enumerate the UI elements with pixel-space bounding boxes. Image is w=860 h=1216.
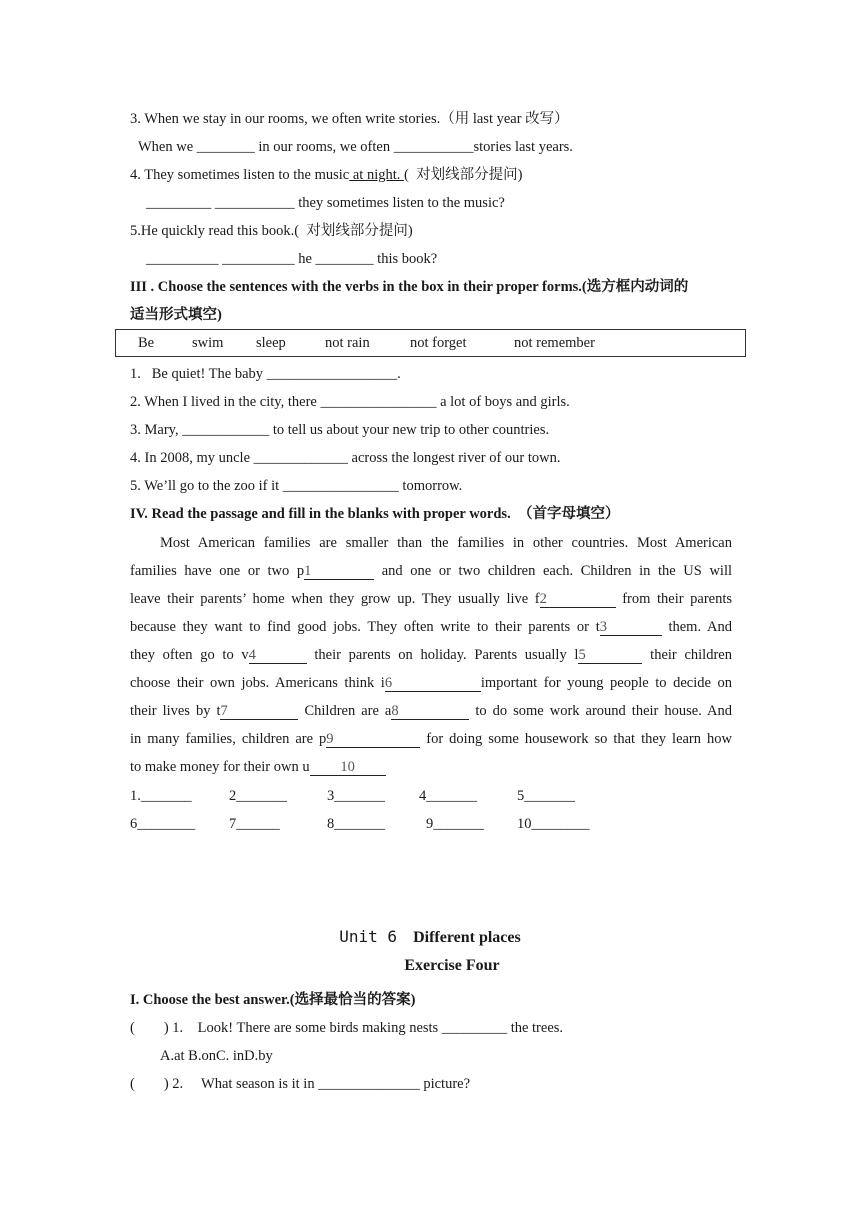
answer-slot: 8_______	[327, 816, 385, 832]
mc-question-1-options: A.at B.onC. inD.by	[160, 1048, 273, 1064]
section-3-item: 4. In 2008, my uncle _____________ across the longest river of our town.	[130, 450, 561, 466]
blank-2: 2	[540, 592, 616, 608]
answer-slot: 3_______	[327, 788, 385, 804]
mc-question-2: ( ) 2. What season is it in ______________ picture?	[130, 1076, 471, 1092]
section-3-heading-cont: 适当形式填空)	[130, 307, 222, 323]
blank-9: 9	[326, 732, 420, 748]
section-1-heading: I. Choose the best answer.(选择最恰当的答案)	[130, 992, 416, 1008]
question-4-text: 4. They sometimes listen to the music	[130, 167, 350, 183]
section-3-heading: III . Choose the sentences with the verbs in the box in their proper forms.(选方框内动词的	[130, 279, 689, 295]
question-4-answer-line: _________ ___________ they sometimes listen to the music?	[146, 195, 505, 211]
word-box-item: not rain	[325, 335, 370, 351]
passage-line: Most American families are smaller than the families in other countries. Most American	[160, 535, 732, 551]
word-box-item: not remember	[514, 335, 595, 351]
blank-7: 7	[220, 704, 298, 720]
answer-slot: 7______	[229, 816, 280, 832]
word-box	[115, 329, 746, 357]
answer-slot: 2_______	[229, 788, 287, 804]
passage-line: to make money for their own u 10	[130, 758, 386, 776]
unit-label: Unit 6	[339, 927, 398, 946]
word-box-item: Be	[138, 335, 155, 351]
answer-slot: 10________	[517, 816, 590, 832]
passage-line: choose their own jobs. Americans think i6 important for young people to decide on	[130, 675, 732, 691]
answer-slot: 6________	[130, 816, 196, 832]
answer-slot: 4_______	[419, 788, 477, 804]
passage-line: because they want to find good jobs. They often write to their parents or t3 them. And	[130, 619, 732, 635]
word-box-item: not forget	[410, 335, 467, 351]
passage-line: their lives by t7 Children are a8 to do some work around their house. And	[130, 703, 732, 719]
passage-line: families have one or two p1 and one or two children each. Children in the US will	[130, 563, 733, 579]
section-3-item: 5. We’ll go to the zoo if it ________________ tomorrow.	[130, 478, 463, 494]
answer-slot: 1._______	[130, 788, 192, 804]
word-box-item: swim	[192, 335, 224, 351]
blank-10: 10	[310, 760, 386, 776]
section-4-heading: IV. Read the passage and fill in the blanks with proper words. （首字母填空）	[130, 506, 620, 522]
passage-line: in many families, children are p9 for doing some housework so that they learn how	[130, 731, 732, 747]
answer-slot: 5_______	[517, 788, 575, 804]
word-box-item: sleep	[256, 335, 286, 351]
blank-5: 5	[578, 648, 642, 664]
question-4-underlined: at night.	[349, 167, 405, 183]
answer-slot: 9_______	[426, 816, 484, 832]
passage-line: they often go to v4 their parents on holiday. Parents usually l5 their children	[130, 647, 732, 663]
unit-name: Different places	[413, 929, 521, 946]
question-5: 5.He quickly read this book.( 对划线部分提问)	[130, 223, 413, 239]
question-4-instruction: ( 对划线部分提问)	[404, 167, 523, 183]
blank-4: 4	[249, 648, 307, 664]
mc-question-1: ( ) 1. Look! There are some birds making nests _________ the trees.	[130, 1020, 564, 1036]
section-3-item: 2. When I lived in the city, there ________________ a lot of boys and girls.	[130, 394, 570, 410]
blank-3: 3	[600, 620, 662, 636]
question-4	[130, 166, 522, 184]
question-3: 3. When we stay in our rooms, we often write stories.（用 last year 改写）	[130, 111, 569, 127]
exercise-title: Exercise Four	[404, 957, 500, 974]
unit-title	[0, 927, 860, 948]
passage-line: leave their parents’ home when they grow up. They usually live f2 from their parents	[130, 591, 733, 607]
question-3-answer-line: When we ________ in our rooms, we often ___________stories last years.	[138, 139, 573, 155]
blank-8: 8	[391, 704, 469, 720]
section-3-item: 1. Be quiet! The baby __________________.	[130, 366, 401, 382]
blank-6: 6	[385, 676, 481, 692]
blank-1: 1	[304, 564, 374, 580]
question-5-answer-line: __________ __________ he ________ this book?	[146, 251, 438, 267]
section-3-item: 3. Mary, ____________ to tell us about your new trip to other countries.	[130, 422, 550, 438]
